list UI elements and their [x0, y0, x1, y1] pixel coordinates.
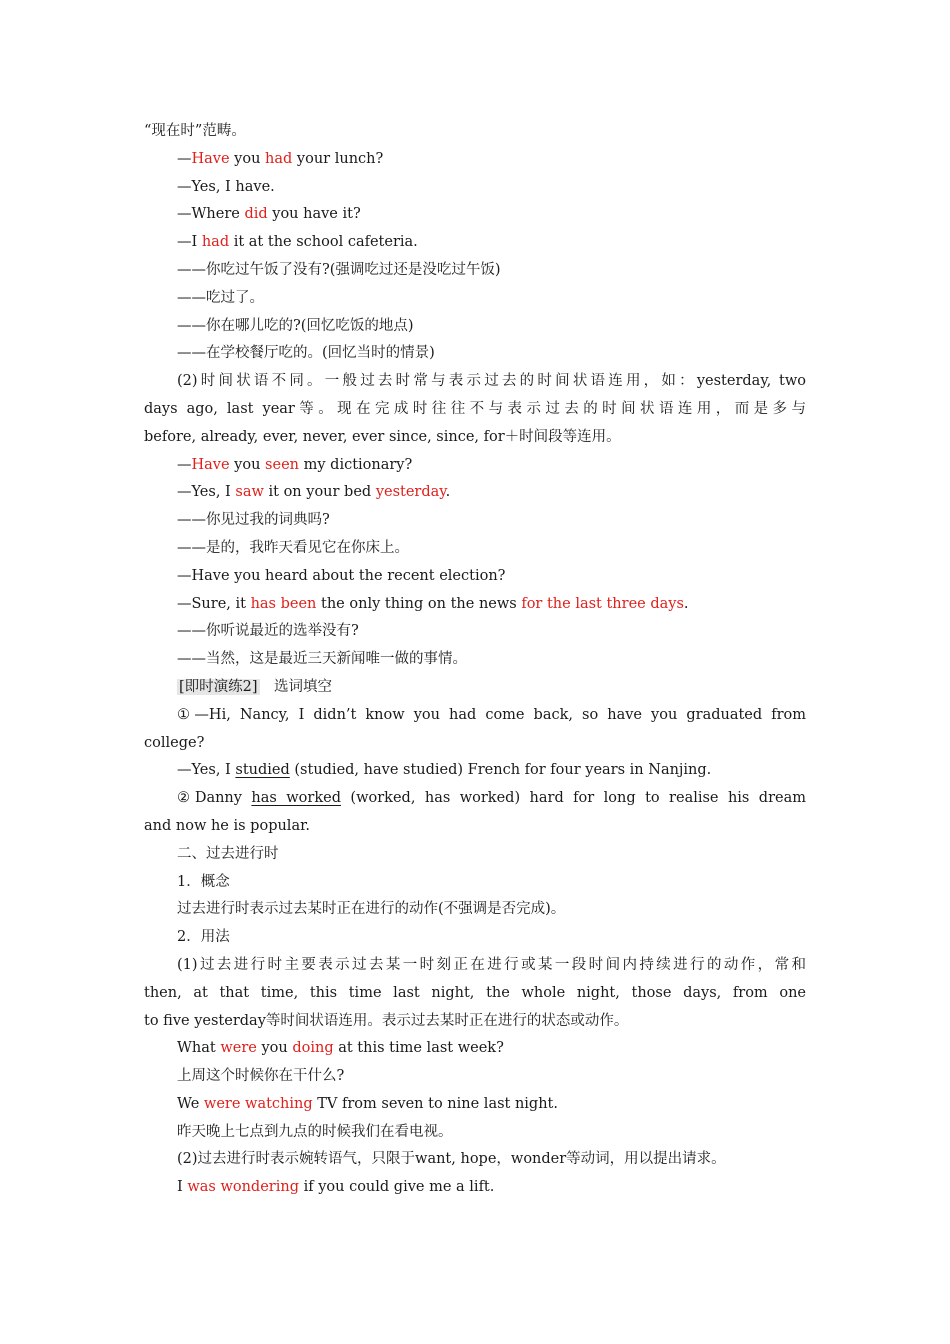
text-segment: 过去进行时表示过去某时正在进行的动作(不强调是否完成)。 [177, 901, 566, 918]
text-line [144, 730, 806, 758]
text-segment: I [177, 1179, 188, 1196]
highlighted-term: was wondering [187, 1179, 299, 1196]
text-line [144, 813, 806, 841]
text-segment: (2)时间状语不同。一般过去时常与表示过去的时间状语连用，如：yesterday, two [177, 373, 806, 390]
text-segment: “现在时”范畴。 [144, 123, 246, 139]
text-line [144, 1091, 806, 1119]
text-line [144, 257, 806, 285]
highlighted-term: were [220, 1040, 257, 1057]
text-line [144, 229, 806, 257]
text-segment: 上周这个时候你在干什么? [177, 1068, 345, 1085]
text-line [144, 507, 806, 535]
text-segment: What [177, 1040, 221, 1057]
exercise-label: [即时演练2] [179, 678, 258, 695]
text-segment: . [683, 595, 689, 612]
text-segment: ——吃过了。 [177, 289, 264, 306]
text-segment: my dictionary? [299, 456, 413, 473]
text-line [144, 980, 806, 1008]
text-line [144, 118, 806, 146]
text-line [144, 896, 806, 924]
text-line [144, 618, 806, 646]
text-line [144, 535, 806, 563]
highlighted-term: for the last three days [521, 595, 684, 612]
text-segment: —Sure, it [177, 595, 251, 612]
text-line [144, 1174, 806, 1202]
highlighted-term: had [201, 234, 230, 251]
highlighted-term: were watching [203, 1095, 313, 1112]
text-line [144, 1146, 806, 1174]
text-segment: you [229, 150, 266, 167]
text-segment: (2)过去进行时表示婉转语气，只限于want, hope，wonder等动词，用以提出请求。 [177, 1151, 726, 1168]
text-line [144, 174, 806, 202]
highlighted-term: saw [235, 484, 264, 501]
text-segment: days ago, last year等。现在完成时往往不与表示过去的时间状语连用，而是多与 [144, 400, 806, 417]
text-line [144, 869, 806, 897]
text-segment: ——你吃过午饭了没有?(强调吃过还是没吃过午饭) [177, 261, 501, 278]
text-segment: it on your bed [263, 484, 376, 501]
text-segment: —Yes, I have. [177, 178, 275, 195]
text-segment: We [177, 1095, 204, 1112]
text-line [144, 1119, 806, 1147]
text-segment: . [445, 484, 451, 501]
text-segment: to five yesterday等时间状语连用。表示过去某时正在进行的状态或动作。 [144, 1012, 629, 1029]
text-line [144, 952, 806, 980]
text-segment: ——是的，我昨天看见它在你床上。 [177, 539, 409, 556]
text-segment: at this time last week? [333, 1040, 504, 1057]
text-segment: —Yes, I [177, 484, 236, 501]
text-segment: —Where [177, 206, 245, 223]
text-segment: 选词填空 [259, 678, 333, 695]
text-segment: 二、过去进行时 [177, 845, 279, 862]
text-segment: your lunch? [292, 150, 384, 167]
text-line [144, 340, 806, 368]
text-line [144, 674, 806, 702]
text-segment: 昨天晚上七点到九点的时候我们在看电视。 [177, 1123, 453, 1140]
text-segment: 1．概念 [177, 873, 230, 890]
text-line [144, 201, 806, 229]
text-line [144, 785, 806, 813]
text-segment: ——你听说最近的选举没有? [177, 623, 359, 640]
text-segment: and now he is popular. [144, 817, 311, 834]
text-segment: —Yes, I [177, 762, 236, 779]
text-line [144, 368, 806, 396]
text-segment: (studied, have studied) French for four years in Nanjing. [289, 762, 712, 779]
text-segment: you [229, 456, 266, 473]
text-line [144, 646, 806, 674]
text-segment: then, at that time, this time last night, the whole night, those days, from one [144, 984, 806, 1001]
text-line [144, 424, 806, 452]
highlighted-term: Have [191, 456, 230, 473]
text-line [144, 563, 806, 591]
text-segment: ②Danny [177, 790, 252, 807]
document-page [144, 118, 806, 1202]
text-segment: — [177, 150, 192, 167]
highlighted-term: Have [191, 150, 230, 167]
text-line [144, 396, 806, 424]
text-line [144, 924, 806, 952]
text-segment: 2．用法 [177, 929, 230, 946]
text-line [144, 591, 806, 619]
text-segment: before, already, ever, never, ever since, since, for＋时间段等连用。 [144, 428, 621, 445]
text-segment: (worked, has worked) hard for long to realise his dream [341, 790, 806, 807]
text-segment: if you could give me a lift. [298, 1179, 495, 1196]
highlighted-term: did [244, 206, 268, 223]
text-line [144, 1035, 806, 1063]
text-segment: ——当然，这是最近三天新闻唯一做的事情。 [177, 651, 467, 668]
text-segment: TV from seven to nine last night. [312, 1095, 558, 1112]
text-line [144, 479, 806, 507]
text-segment: you [256, 1040, 293, 1057]
text-segment: it at the school cafeteria. [229, 234, 418, 251]
text-segment: (1)过去进行时主要表示过去某一时刻正在进行或某一段时间内持续进行的动作，常和 [177, 956, 806, 973]
highlighted-term: had [265, 150, 293, 167]
text-line [144, 757, 806, 785]
answer-blank: studied [235, 762, 290, 779]
text-line [144, 841, 806, 869]
text-line [144, 452, 806, 480]
text-line [144, 702, 806, 730]
text-line [144, 313, 806, 341]
text-segment: —I [177, 234, 202, 251]
text-segment: the only thing on the news [316, 595, 522, 612]
text-segment: ——你在哪儿吃的?(回忆吃饭的地点) [177, 317, 414, 334]
text-segment: — [177, 456, 192, 473]
highlighted-term: has been [250, 595, 317, 612]
text-line [144, 146, 806, 174]
text-segment: ①—Hi, Nancy, I didn’t know you had come back, so have you graduated from [177, 706, 806, 723]
text-segment: you have it? [267, 206, 361, 223]
highlighted-term: yesterday [375, 484, 446, 501]
highlighted-term: doing [292, 1040, 334, 1057]
text-line [144, 1008, 806, 1036]
text-segment: —Have you heard about the recent election? [177, 567, 506, 584]
text-segment: ——你见过我的词典吗? [177, 512, 330, 529]
text-line [144, 285, 806, 313]
text-segment: ——在学校餐厅吃的。(回忆当时的情景) [177, 345, 435, 362]
text-segment: college? [144, 734, 205, 751]
highlighted-term: seen [265, 456, 299, 473]
text-line [144, 1063, 806, 1091]
answer-blank: has worked [251, 790, 341, 807]
